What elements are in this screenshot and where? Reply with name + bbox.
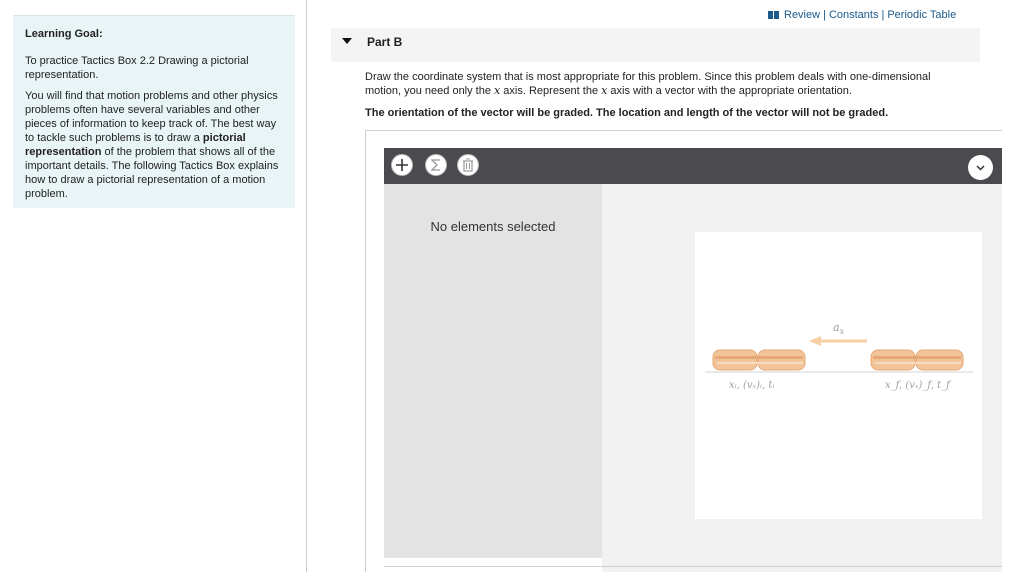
book-icon: [768, 11, 780, 19]
top-links: [768, 9, 956, 21]
final-state-label: x_f, (vₓ)_f, t_f: [885, 380, 950, 391]
add-vector-button[interactable]: [391, 154, 413, 176]
learning-goal-panel: [13, 15, 295, 208]
link-separator: |: [823, 9, 826, 21]
x-variable: x: [494, 84, 501, 97]
link-separator: |: [881, 9, 885, 21]
x-variable: x: [601, 84, 608, 97]
part-title: Part B: [367, 35, 403, 49]
instructions: [365, 70, 965, 98]
vector-sum-button[interactable]: [425, 154, 447, 176]
part-header[interactable]: [331, 28, 980, 62]
instructions-text-2: axis. Represent the: [500, 85, 602, 97]
drawing-toolbar: [384, 148, 1002, 184]
review-link[interactable]: Review: [784, 9, 821, 21]
plus-icon: [392, 155, 412, 175]
toolbar-dropdown-button[interactable]: [968, 155, 993, 180]
motion-diagram: [695, 232, 982, 519]
learning-goal-body-end: of the problem that shows all of the important details. The following Tactics Box explains how to draw a pictorial representation of a motion problem.: [25, 146, 279, 200]
chevron-down-icon: [968, 155, 993, 180]
constants-link[interactable]: Constants: [828, 9, 879, 21]
learning-goal-intro: To practice Tactics Box 2.2 Drawing a pictorial representation.: [25, 55, 249, 81]
collapse-triangle-icon[interactable]: [342, 38, 352, 44]
selection-status: No elements selected: [430, 219, 556, 234]
sigma-icon: [426, 155, 446, 175]
tool-bottom-border: [384, 566, 1002, 567]
properties-panel: [384, 184, 602, 558]
instructions-text-3: axis with a vector with the appropriate orientation.: [607, 85, 852, 97]
acceleration-arrow: [809, 336, 867, 346]
grading-note: The orientation of the vector will be graded. The location and length of the vector will not be graded.: [365, 107, 889, 119]
learning-goal-bold-term: pictorial representation: [25, 132, 246, 158]
learning-goal-body-start: You will find that motion problems and other physics problems often have several variables and other pieces of information to keep track of. The best way to tackle such problems is to draw a: [25, 90, 278, 144]
trash-icon: [458, 155, 478, 175]
periodic-table-link[interactable]: Periodic Table: [887, 9, 957, 21]
learning-goal-heading: Learning Goal:: [25, 28, 103, 40]
column-divider: [306, 0, 307, 572]
delete-button[interactable]: [457, 154, 479, 176]
acceleration-label: $a_x$: [833, 321, 845, 336]
initial-train-icon: [713, 350, 805, 370]
problem-figure: [695, 232, 982, 519]
initial-state-label: xᵢ, (vₓ)ᵢ, tᵢ: [729, 380, 775, 391]
final-train-icon: [871, 350, 963, 370]
instructions-text-1: Draw the coordinate system that is most appropriate for this problem. Since this problem deals with one-dimensional motion, you need only the: [365, 71, 931, 97]
learning-goal-body: [25, 89, 283, 201]
